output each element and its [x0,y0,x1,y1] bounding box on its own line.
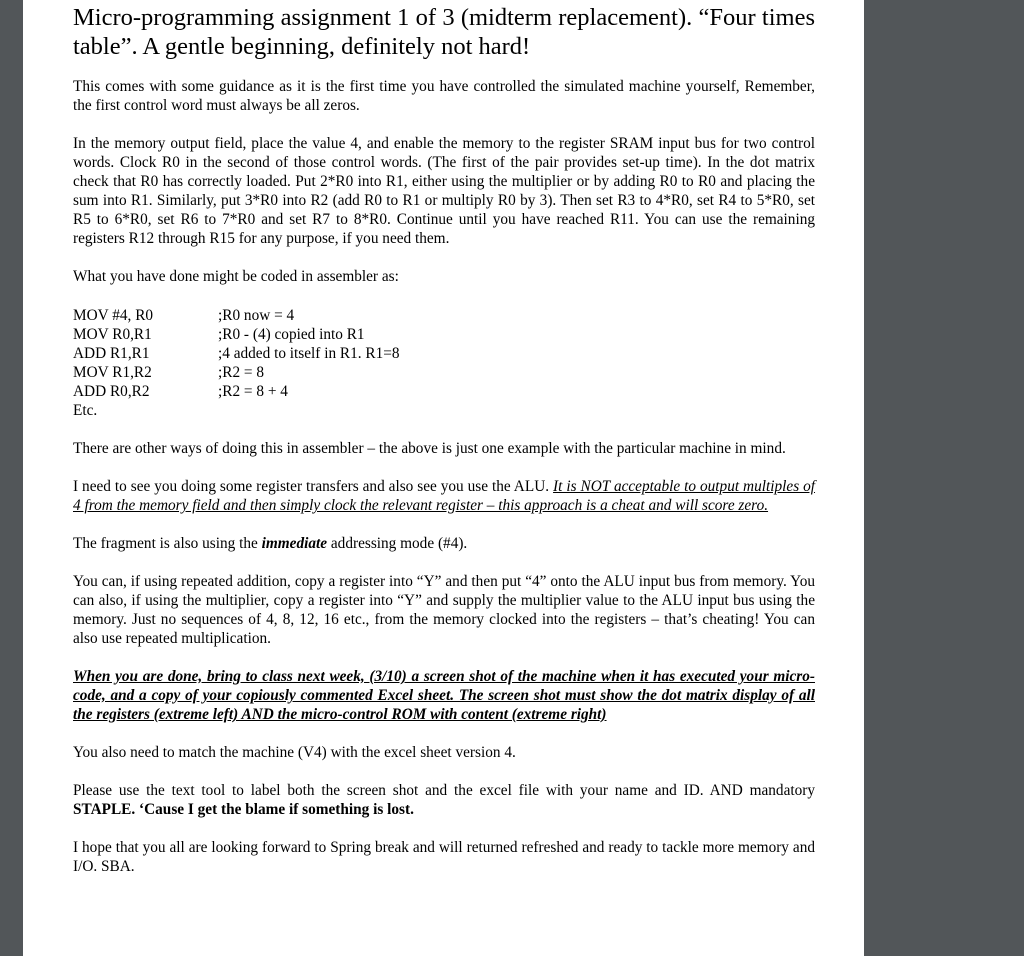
transfers-paragraph [73,477,815,515]
instructions-paragraph: In the memory output field, place the value 4, and enable the memory to the register SRAM input bus for two control words. Clock R0 in the second of those control words. (The first of the pair provides set-up time). In the dot matrix check that R0 has correctly loaded. Put 2*R0 into R1, either using the multiplier or by adding R0 to R0 and placing the sum into R1. Similarly, put 3*R0 into R2 (add R0 to R1 or multiply R0 by 3). Then set R3 to 4*R0, set R4 to 5*R0, set R5 to 6*R0, set R6 to 7*R0 and set R7 to 8*R0. Continue until you have reached R11. You can use the remaining registers R12 through R15 for any purpose, if you need them. [73,135,815,247]
code-comment: ;R2 = 8 [218,364,265,381]
closing-paragraph: I hope that you all are looking forward to Spring break and will returned refreshed and ready to tackle more memory and I/O. SBA. [73,839,815,875]
code-instruction: MOV #4, R0 [73,307,154,324]
code-line [73,325,815,344]
repeated-addition-paragraph: You can, if using repeated addition, copy a register into “Y” and then put “4” onto the ALU input bus from memory. You can also, if using the multiplier, copy a register into “Y” and supply the multiplier value to the ALU input bus using the memory. Just no sequences of 4, 8, 12, 16 etc., from the memory clocked into the registers – that’s cheating! You can also use repeated multiplication. [73,573,815,647]
code-instruction: ADD R0,R2 [73,383,150,400]
fragment-pre: The fragment is also using the [73,535,258,552]
code-instruction: Etc. [73,402,98,419]
code-instruction: MOV R1,R2 [73,364,152,381]
assembler-code-block [73,306,815,420]
page-content [73,3,815,876]
code-comment: ;4 added to itself in R1. R1=8 [218,345,400,362]
deliverable-paragraph: When you are done, bring to class next week, (3/10) a screen shot of the machine when it has executed your micro-code, and a copy of your copiously commented Excel sheet. The screen shot must show the dot matrix display of all the registers (extreme left) AND the micro-control ROM with content (extreme right) [73,668,815,723]
label-text: Please use the text tool to label both the screen shot and the excel file with your name and ID. AND mandatory [73,782,815,799]
intro-paragraph: This comes with some guidance as it is the first time you have controlled the simulated machine yourself, Remember, the first control word must always be all zeros. [73,78,815,114]
transfers-text: I need to see you doing some register transfers and also see you use the ALU. [73,478,550,495]
match-paragraph: You also need to match the machine (V4) with the excel sheet version 4. [73,744,516,761]
assembler-intro: What you have done might be coded in assembler as: [73,268,399,285]
code-comment: ;R2 = 8 + 4 [218,383,288,400]
document-page [23,0,864,956]
code-line [73,401,815,420]
fragment-post: addressing mode (#4). [330,535,468,552]
label-paragraph [73,781,815,819]
fragment-paragraph [73,534,815,553]
page-title: Micro-programming assignment 1 of 3 (midterm replacement). “Four times table”. A gentle beginning, definitely not hard! [73,4,815,60]
staple-notice: STAPLE. ‘Cause I get the blame if something is lost. [73,801,414,818]
code-instruction: MOV R0,R1 [73,326,152,343]
code-line [73,363,815,382]
fragment-emphasis: immediate [261,535,328,552]
code-line [73,344,815,363]
code-comment: ;R0 - (4) copied into R1 [218,326,365,343]
other-ways-paragraph: There are other ways of doing this in assembler – the above is just one example with the particular machine in mind. [73,440,786,457]
code-line [73,306,815,325]
code-comment: ;R0 now = 4 [218,307,295,324]
code-comment [218,401,815,420]
code-instruction: ADD R1,R1 [73,345,150,362]
cheat-warning: It is NOT acceptable to output multiples of 4 from the memory field and then simply clock the relevant register – this approach is a cheat and will score zero. [73,478,816,514]
code-line [73,382,815,401]
